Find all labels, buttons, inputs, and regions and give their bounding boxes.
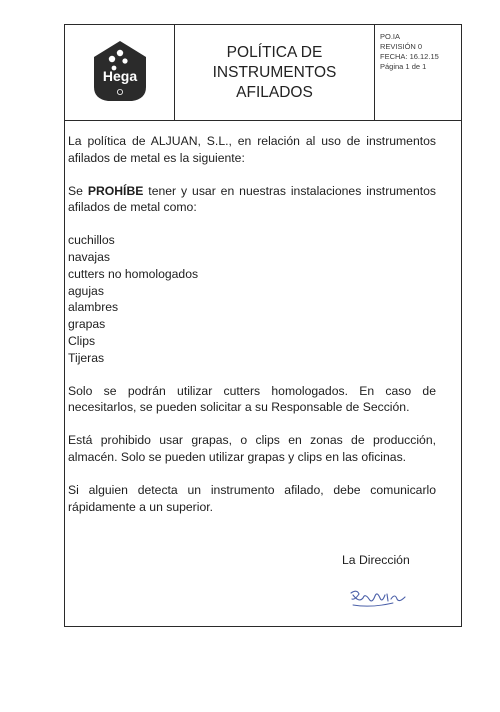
title-line: INSTRUMENTOS bbox=[212, 63, 337, 81]
title-line: POLÍTICA DE bbox=[226, 43, 323, 61]
title-cell bbox=[175, 25, 375, 120]
prohibition-prefix: Se bbox=[68, 183, 88, 198]
signature-label: La Dirección bbox=[342, 553, 410, 567]
document-body bbox=[68, 133, 436, 515]
doc-code: PO.IA bbox=[380, 32, 401, 41]
document-header bbox=[65, 25, 461, 121]
handwritten-signature bbox=[347, 585, 411, 613]
doc-date: FECHA: 16.12.15 bbox=[380, 52, 439, 61]
company-logo bbox=[92, 39, 148, 105]
doc-page: Página 1 de 1 bbox=[380, 62, 427, 71]
prohibition-keyword: PROHÍBE bbox=[87, 183, 144, 198]
logo-text: Hega bbox=[102, 68, 138, 84]
list-item: alambres bbox=[68, 300, 119, 315]
staples-paragraph: Está prohibido usar grapas, o clips en zonas de producción, almacén. Solo se pueden utilizar grapas y clips en las oficinas. bbox=[68, 433, 436, 464]
prohibition-rest: tener y usar en nuestras instalaciones instrumentos afilados de metal como: bbox=[68, 183, 437, 215]
list-item: grapas bbox=[68, 317, 106, 332]
title-line: AFILADOS bbox=[236, 83, 313, 101]
cutters-paragraph: Solo se podrán utilizar cutters homologados. En caso de necesitarlos, se pueden solicitar a su Responsable de Sección. bbox=[68, 383, 436, 415]
list-item: navajas bbox=[68, 249, 111, 264]
document-meta bbox=[375, 25, 461, 120]
list-item: cutters no homologados bbox=[68, 266, 199, 281]
prohibition-paragraph bbox=[68, 183, 436, 217]
intro-paragraph: La política de ALJUAN, S.L., en relación al uso de instrumentos afilados de metal es la siguiente: bbox=[68, 134, 436, 165]
document-title bbox=[213, 43, 337, 103]
list-item: Tijeras bbox=[68, 350, 105, 365]
list-item: Clips bbox=[68, 333, 96, 348]
list-item: cuchillos bbox=[68, 233, 115, 248]
doc-revision: REVISIÓN 0 bbox=[380, 42, 423, 51]
prohibited-items-list bbox=[68, 232, 436, 366]
logo-cell bbox=[65, 25, 175, 120]
list-item: agujas bbox=[68, 283, 104, 298]
report-paragraph: Si alguien detecta un instrumento afilado, debe comunicarlo rápidamente a un superior. bbox=[68, 482, 436, 514]
